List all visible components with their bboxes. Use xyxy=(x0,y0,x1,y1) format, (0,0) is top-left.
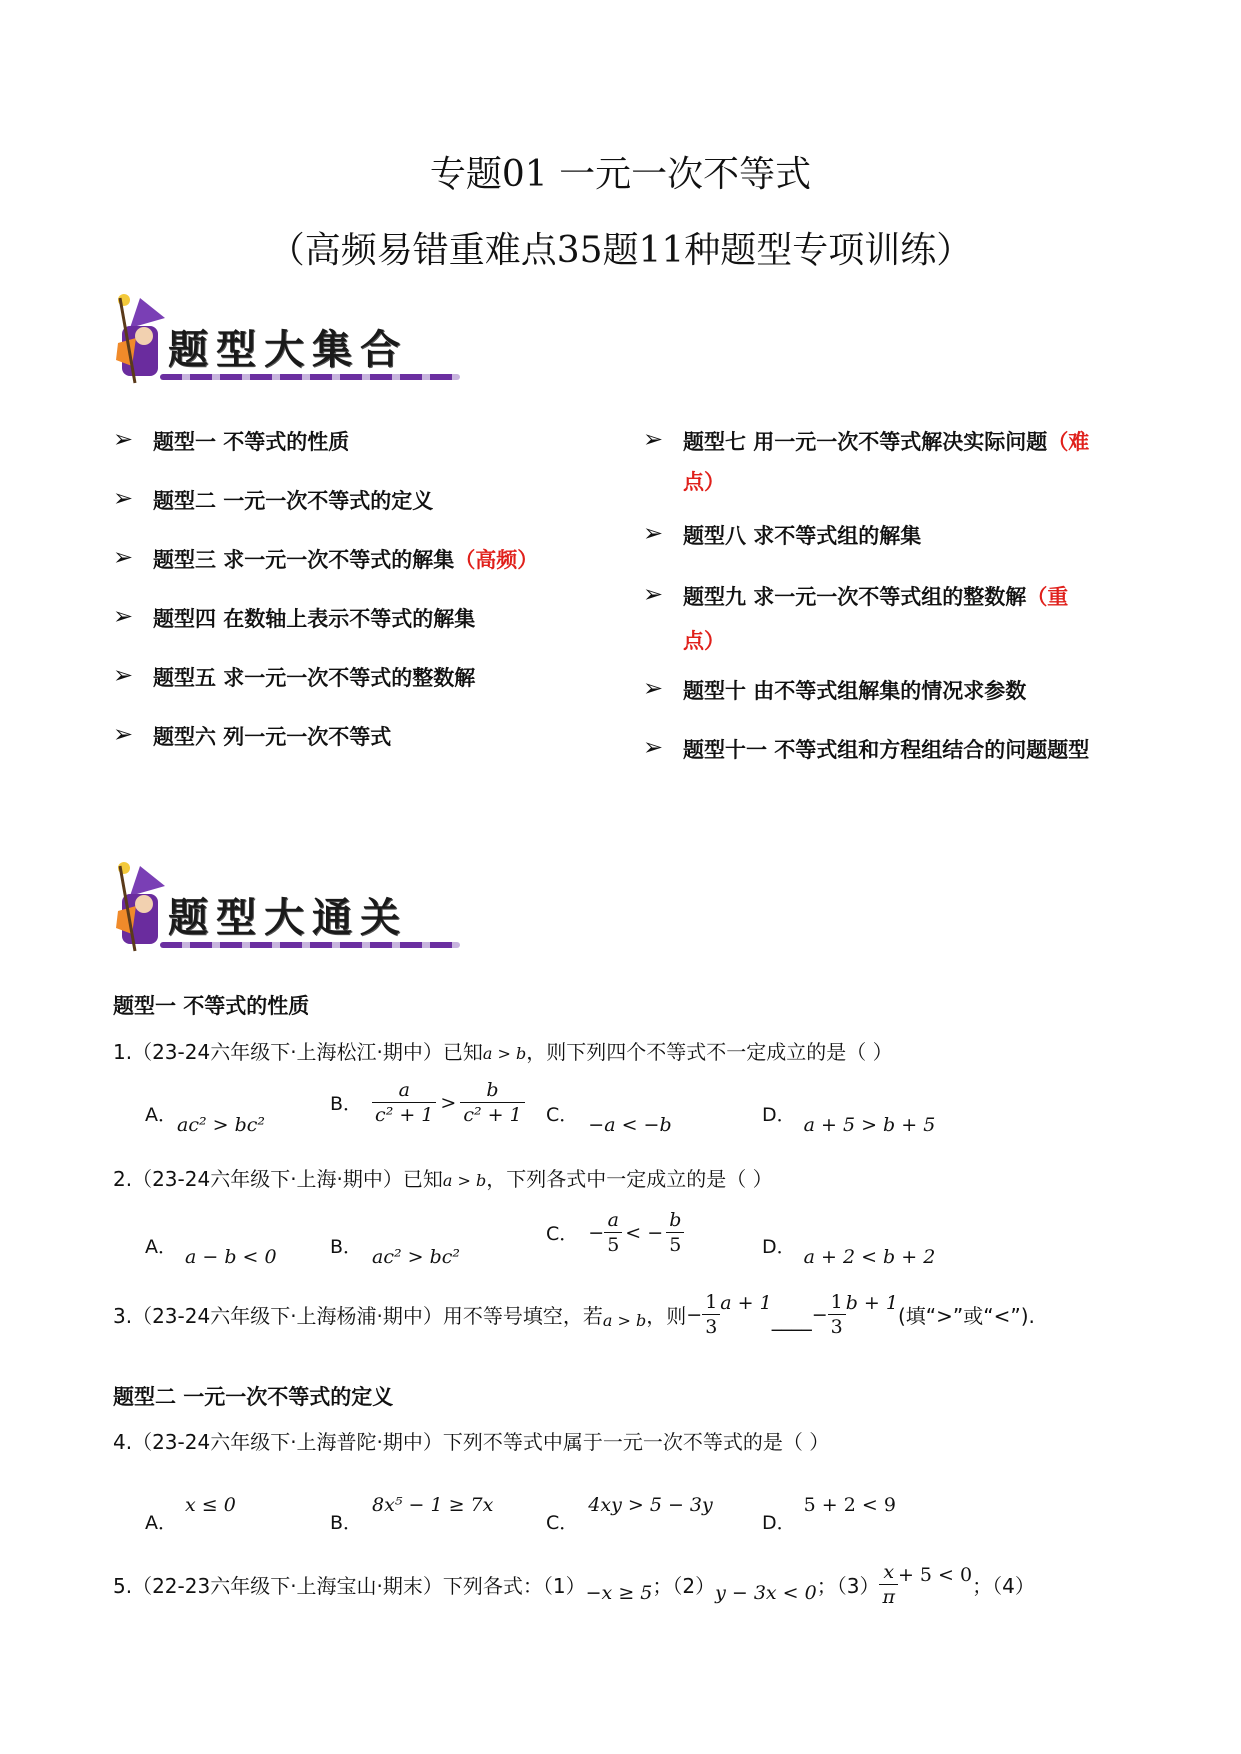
toc-item-5[interactable] xyxy=(113,662,583,721)
arrow-icon: ➢ xyxy=(643,674,664,702)
question-3: 3.（23-24六年级下·上海杨浦·期中）用不等号填空，若 a > b ，则 − $\frac{1}{3}$ a + 1 ____ − $\frac{1}{3}$ b + 1 (填“>”或“<”). xyxy=(113,1291,1035,1338)
q4-option-b[interactable]: B．8x⁵ − 1 ≥ 7x xyxy=(330,1494,494,1534)
toc-tag-highfreq: （高频） xyxy=(454,548,539,572)
banner-collection-text: 题型大集合 xyxy=(168,326,408,373)
toc-item-11[interactable] xyxy=(643,734,1143,774)
arrow-icon: ➢ xyxy=(643,580,664,608)
question-4: 4.（23-24六年级下·上海普陀·期中）下列不等式中属于一元一次不等式的是（ ） xyxy=(113,1430,830,1454)
q2-option-d[interactable]: D． a + 2 < b + 2 xyxy=(762,1236,936,1268)
banner-collection xyxy=(110,288,470,398)
toc-label: 题型九 求一元一次不等式组的整数解 xyxy=(683,585,1027,609)
toc-label: 题型六 列一元一次不等式 xyxy=(153,725,392,749)
toc-item-8[interactable] xyxy=(643,520,1143,581)
toc-label: 题型八 求不等式组的解集 xyxy=(683,524,922,548)
arrow-icon: ➢ xyxy=(113,720,134,748)
toc-item-2[interactable] xyxy=(113,485,583,544)
toc-label: 题型七 用一元一次不等式解决实际问题 xyxy=(683,430,1048,454)
toc-item-4[interactable] xyxy=(113,603,583,662)
toc-tag-difficult-cont: 点） xyxy=(683,470,725,494)
q3-blank[interactable]: ____ xyxy=(771,1306,812,1331)
q4-option-d[interactable]: D．5 + 2 < 9 xyxy=(762,1494,896,1534)
toc-tag-difficult: （难 xyxy=(1047,430,1090,454)
toc-label: 题型三 求一元一次不等式的解集 xyxy=(153,548,455,572)
toc-right-column xyxy=(643,426,1143,774)
toc-label: 题型十 由不等式组解集的情况求参数 xyxy=(683,679,1027,703)
banner-practice xyxy=(110,856,470,966)
q2-option-c[interactable]: C． − $\frac{a}{5}$ < − $\frac{b}{5}$ xyxy=(546,1208,684,1257)
question-5: 5.（22-23六年级下·上海宝山·期末）下列各式：（1） −x ≥ 5 ；（2） y − 3x < 0 ；（3） $\frac{x}{\pi}$ + 5 < 0 ；（4） xyxy=(113,1561,1035,1608)
arrow-icon: ➢ xyxy=(113,484,134,512)
toc-label: 题型五 求一元一次不等式的整数解 xyxy=(153,666,476,690)
page-subtitle: （高频易错重难点35题11种题型专项训练） xyxy=(268,230,973,271)
banner-underline xyxy=(160,374,460,380)
arrow-icon: ➢ xyxy=(643,425,664,453)
banner-underline xyxy=(160,942,460,948)
q1-option-b[interactable]: B． $\frac{a}{\text{c² + 1}}$ > $\frac{b}{\text{c² + 1}}$ xyxy=(330,1078,525,1127)
arrow-icon: ➢ xyxy=(113,661,134,689)
toc-item-6[interactable] xyxy=(113,721,583,761)
arrow-icon: ➢ xyxy=(643,733,664,761)
question-1: 1.（23-24六年级下·上海松江·期中）已知a > b，则下列四个不等式不一定成立的是（ ） xyxy=(113,1040,893,1064)
toc-item-9[interactable] xyxy=(643,581,1143,625)
q1-option-a[interactable]: A．ac² > bc² xyxy=(145,1104,266,1136)
arrow-icon: ➢ xyxy=(113,543,134,571)
page-title: 专题01 一元一次不等式 xyxy=(429,154,812,195)
question-2: 2.（23-24六年级下·上海·期中）已知a > b，下列各式中一定成立的是（ ） xyxy=(113,1167,773,1191)
q1-option-d[interactable]: D． a + 5 > b + 5 xyxy=(762,1104,936,1136)
toc-tag-key: （重 xyxy=(1026,585,1069,609)
arrow-icon: ➢ xyxy=(643,519,664,547)
toc-label: 题型二 一元一次不等式的定义 xyxy=(153,489,434,513)
q2-option-b[interactable]: B． ac² > bc² xyxy=(330,1236,461,1268)
arrow-icon: ➢ xyxy=(113,425,134,453)
q1-condition: a > b xyxy=(482,1044,527,1063)
arrow-icon: ➢ xyxy=(113,602,134,630)
q4-option-a[interactable]: A．x ≤ 0 xyxy=(145,1494,236,1534)
toc-item-3[interactable] xyxy=(113,544,583,603)
section-heading-1: 题型一 不等式的性质 xyxy=(113,994,310,1018)
q2-option-a[interactable]: A． a − b < 0 xyxy=(145,1236,277,1268)
toc-item-1[interactable] xyxy=(113,426,583,485)
toc-tag-key-cont: 点） xyxy=(683,629,725,653)
toc-item-7[interactable] xyxy=(643,426,1143,466)
q1-option-c[interactable]: C． −a < −b xyxy=(546,1104,672,1136)
toc-label: 题型一 不等式的性质 xyxy=(153,430,350,454)
banner-practice-text: 题型大通关 xyxy=(168,894,408,941)
toc-label: 题型十一 不等式组和方程组结合的问题题型 xyxy=(683,738,1090,762)
toc-left-column xyxy=(113,426,583,761)
section-heading-2: 题型二 一元一次不等式的定义 xyxy=(113,1385,394,1409)
q4-option-c[interactable]: C．4xy > 5 − 3y xyxy=(546,1494,713,1534)
toc-item-10[interactable] xyxy=(643,675,1143,734)
toc-label: 题型四 在数轴上表示不等式的解集 xyxy=(153,607,476,631)
